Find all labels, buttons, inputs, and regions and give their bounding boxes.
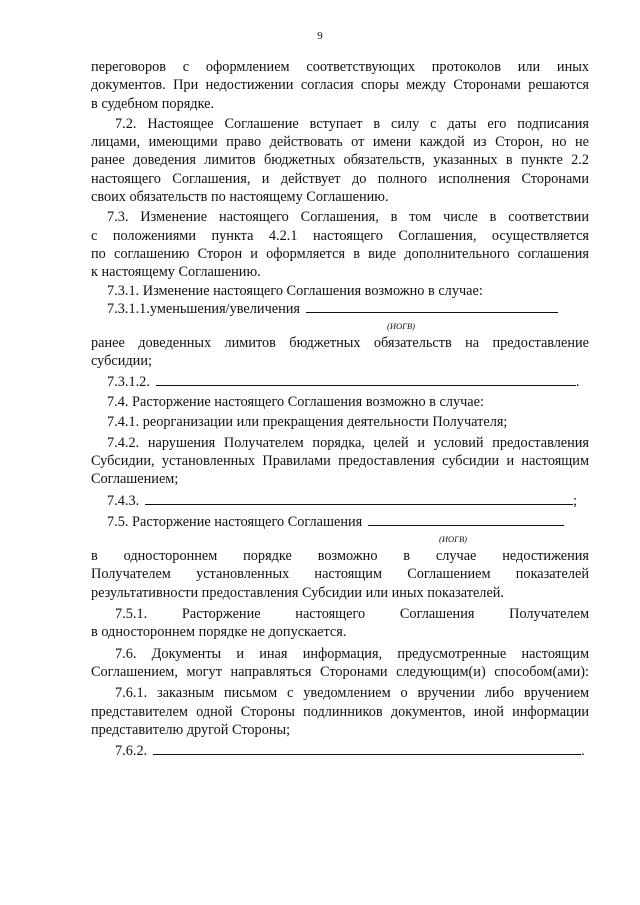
text-line: Соглашением; bbox=[91, 471, 179, 488]
clause-7-4-3 bbox=[91, 492, 589, 510]
text-line: своих обязательств по настоящему Соглашению. bbox=[91, 189, 389, 206]
text-line: настоящего Соглашения, и действует до полного исполнения Сторонами bbox=[91, 170, 589, 187]
clause-7-2: 7.2. Настоящее Соглашение вступает в силу с даты его подписания bbox=[115, 115, 589, 132]
clause-7-3-1-1 bbox=[91, 300, 589, 318]
text-line: Получателем установленных настоящим Соглашением показателей bbox=[91, 566, 589, 583]
clause-label: 7.4.3. bbox=[107, 492, 140, 509]
line-end-mark: . bbox=[581, 743, 585, 760]
text-line: в судебном порядке. bbox=[91, 95, 215, 112]
text-line: представителем одной Стороны подлинников документов, иной информации bbox=[91, 703, 589, 720]
clause-7-5 bbox=[91, 513, 589, 531]
clause-7-6-1: 7.6.1. заказным письмом с уведомлением о вручении либо вручением bbox=[115, 685, 589, 702]
annotation-caption bbox=[91, 531, 589, 547]
line-end-mark: . bbox=[575, 373, 580, 390]
clause-7-3-1: 7.3.1. Изменение настоящего Соглашения возможно в случае: bbox=[107, 282, 483, 299]
clause-7-4-1: 7.4.1. реорганизации или прекращения деятельности Получателя; bbox=[107, 414, 508, 431]
clause-7-3: 7.3. Изменение настоящего Соглашения, в том числе в соответствии bbox=[107, 209, 589, 226]
clause-label: 7.3.1.2. bbox=[107, 373, 150, 390]
text-line: в одностороннем порядке возможно в случае недостижения bbox=[91, 548, 589, 565]
text-line: субсидии; bbox=[91, 353, 152, 370]
clause-7-6-2 bbox=[91, 742, 589, 760]
text-line: представителю другой Стороны; bbox=[91, 721, 291, 738]
iogv-caption: (ИОГВ) bbox=[387, 321, 415, 332]
text-line: Субсидии, установленных Правилами предоставления субсидии и настоящим bbox=[91, 452, 589, 469]
annotation-caption bbox=[91, 318, 589, 334]
fill-in-blank bbox=[153, 742, 581, 755]
text-line: по соглашению Сторон и оформляется в виде дополнительного соглашения bbox=[91, 245, 589, 262]
clause-7-4: 7.4. Расторжение настоящего Соглашения возможно в случае: bbox=[107, 394, 484, 411]
clause-label: 7.6.2. bbox=[115, 743, 148, 760]
text-line: документов. При недостижении согласия споры между Сторонами решаются bbox=[91, 77, 589, 94]
document-body bbox=[91, 58, 589, 760]
text-line: ранее доведенных лимитов бюджетных обязательств на предоставление bbox=[91, 335, 589, 352]
clause-label: 7.3.1.1.уменьшения/увеличения bbox=[107, 300, 300, 317]
text-line: лицами, имеющими право действовать от имени каждой из Сторон, но не bbox=[91, 134, 589, 151]
text-line: ранее доведения лимитов бюджетных обязательств, указанных в пункте 2.2 bbox=[91, 152, 589, 169]
page-number: 9 bbox=[317, 30, 323, 42]
iogv-caption: (ИОГВ) bbox=[439, 534, 467, 545]
text-line: к настоящему Соглашению. bbox=[91, 264, 261, 281]
text-line: с положениями пункта 4.2.1 настоящего Соглашения, осуществляется bbox=[91, 227, 589, 244]
clause-7-6: 7.6. Документы и иная информация, предусмотренные настоящим bbox=[115, 645, 589, 662]
text-line: результативности предоставления Субсидии или иных показателей. bbox=[91, 584, 505, 601]
line-end-mark: ; bbox=[573, 492, 578, 509]
clause-label: 7.5. Расторжение настоящего Соглашения bbox=[107, 513, 363, 530]
clause-7-4-2: 7.4.2. нарушения Получателем порядка, целей и условий предоставления bbox=[107, 434, 589, 451]
text-line: переговоров с оформлением соответствующих протоколов или иных bbox=[91, 59, 589, 75]
text-line: в одностороннем порядке не допускается. bbox=[91, 624, 347, 641]
clause-7-3-1-2 bbox=[91, 373, 589, 391]
clause-7-5-1: 7.5.1. Расторжение настоящего Соглашения Получателем bbox=[115, 606, 589, 623]
fill-in-blank bbox=[156, 373, 576, 386]
fill-in-blank bbox=[145, 492, 573, 505]
fill-in-blank bbox=[368, 513, 564, 526]
text-line: Соглашением, могут направляться Сторонами следующим(и) способом(ами): bbox=[91, 663, 589, 680]
fill-in-blank bbox=[306, 300, 558, 313]
